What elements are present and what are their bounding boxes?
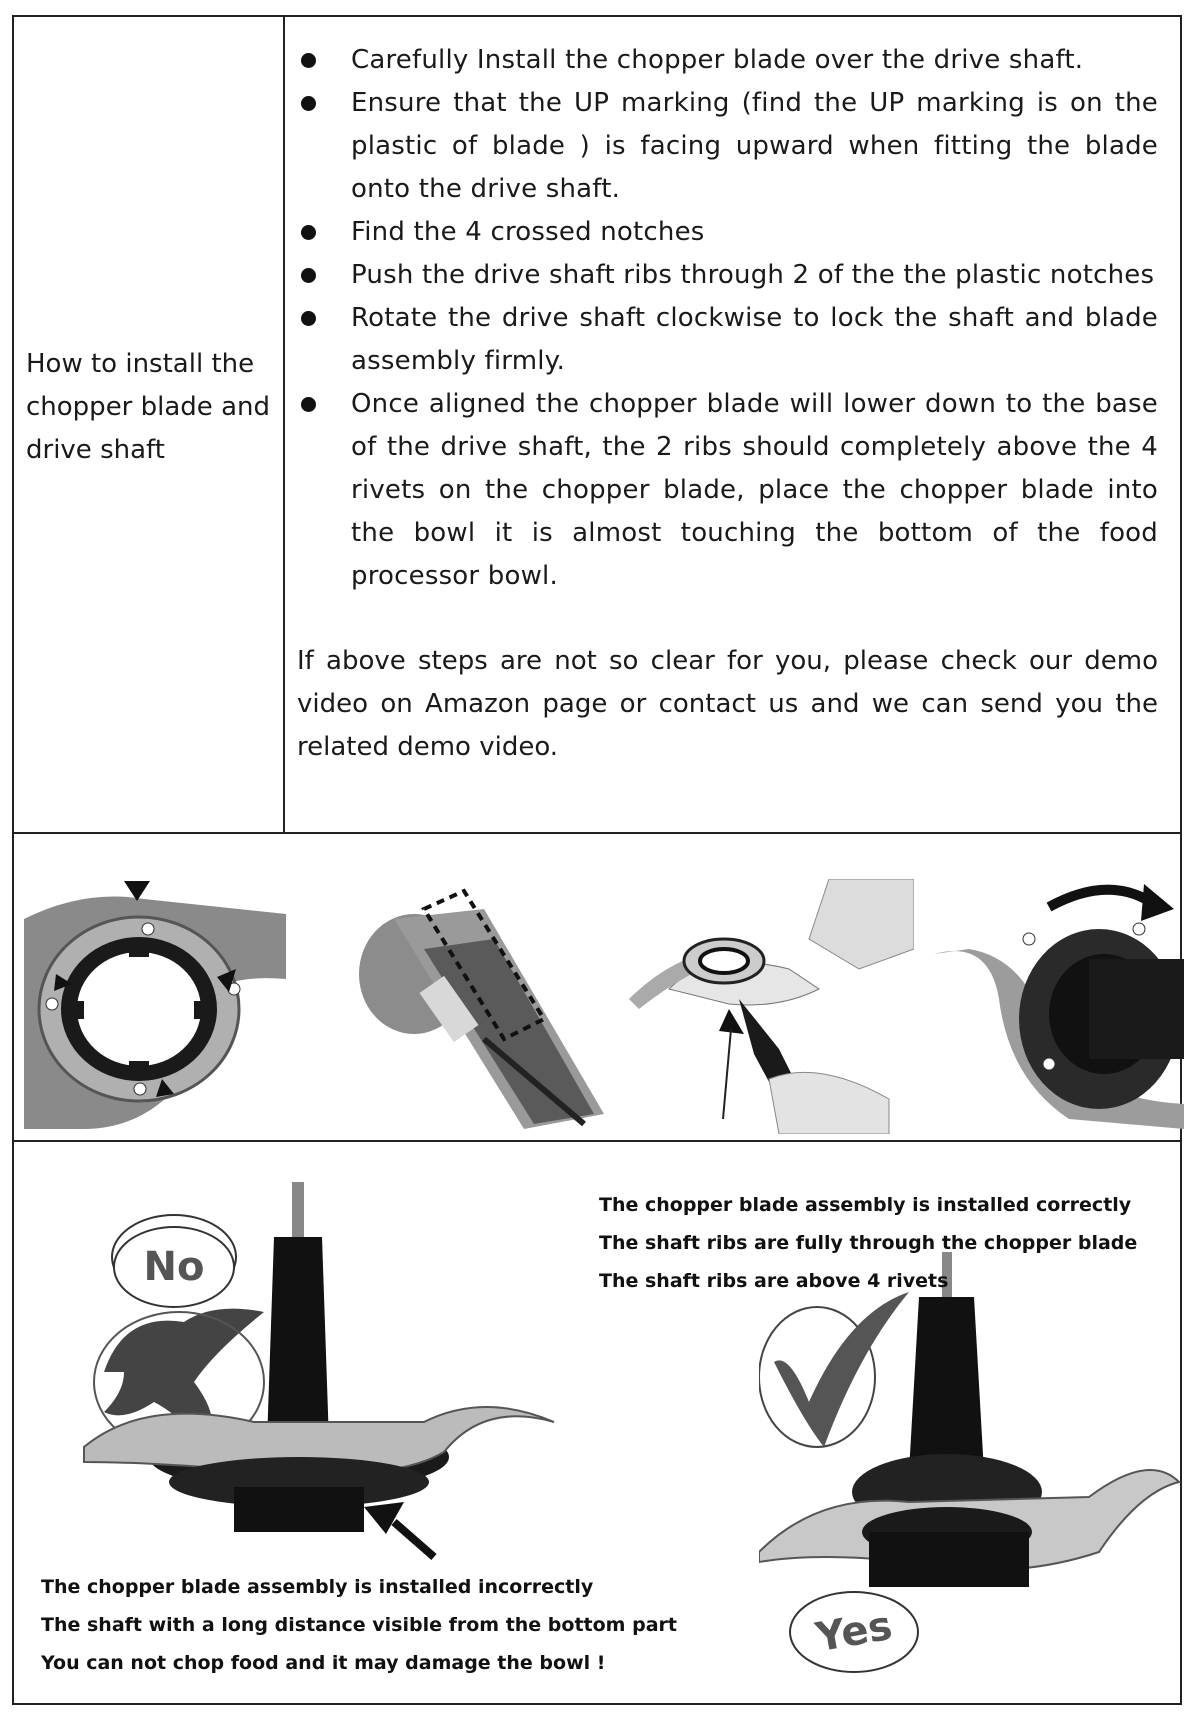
caption-line: The shaft ribs are fully through the chopper blade [599, 1232, 1138, 1254]
steps-cell [285, 39, 1170, 769]
yes-stamp [784, 1587, 924, 1677]
step-item [285, 82, 1170, 211]
rotate-assembly-photo [929, 879, 1184, 1134]
bullet-icon [301, 397, 316, 412]
step-item [285, 211, 1170, 254]
section-label: How to install the chopper blade and drive shaft [26, 349, 270, 465]
bullet-icon [301, 311, 316, 326]
photo-row [14, 834, 1180, 1142]
incorrect-caption [41, 1568, 677, 1682]
no-stamp [109, 1222, 239, 1312]
step-text: Push the drive shaft ribs through 2 of the the plastic notches [351, 260, 1155, 290]
bullet-icon [301, 268, 316, 283]
caption-line: The chopper blade assembly is installed correctly [599, 1194, 1132, 1216]
caption-line: The shaft with a long distance visible from the bottom part [41, 1614, 677, 1636]
caption-line: You can not chop food and it may damage the bowl ! [41, 1652, 606, 1674]
bullet-icon [301, 225, 316, 240]
label-cell [14, 17, 285, 832]
fitting-blade-photo [629, 879, 914, 1134]
step-text: Ensure that the UP marking (find the UP marking is on the plastic of blade ) is facing upward when fitting the blade onto the drive shaft. [351, 88, 1158, 204]
step-text: Once aligned the chopper blade will lower down to the base of the drive shaft, the 2 ribs should completely above the 4 rivets on the chopper blade, place the chopper blade into the bowl it is almost touching the bottom of the food processor bowl. [351, 389, 1158, 591]
step-text: Carefully Install the chopper blade over the drive shaft. [351, 45, 1084, 75]
steps-list [285, 39, 1170, 598]
step-text: Find the 4 crossed notches [351, 217, 705, 247]
instruction-sheet [12, 15, 1182, 1705]
correct-caption [599, 1186, 1137, 1300]
bullet-icon [301, 96, 316, 111]
step-item [285, 383, 1170, 598]
caption-line: The shaft ribs are above 4 rivets [599, 1270, 949, 1292]
step-item [285, 297, 1170, 383]
blade-notches-photo [24, 879, 286, 1134]
bullet-icon [301, 53, 316, 68]
step-text: Rotate the drive shaft clockwise to lock the shaft and blade assembly firmly. [351, 303, 1158, 376]
comparison-row [14, 1142, 1180, 1703]
help-note: If above steps are not so clear for you, please check our demo video on Amazon page or contact us and we can send you the related demo video. [297, 646, 1158, 762]
step-item [285, 39, 1170, 82]
step-item [285, 254, 1170, 297]
no-stamp-text: No [143, 1244, 205, 1290]
instruction-row [14, 17, 1180, 834]
drive-shaft-photo [354, 879, 609, 1134]
caption-line: The chopper blade assembly is installed incorrectly [41, 1576, 594, 1598]
yes-stamp-text: Yes [812, 1602, 896, 1662]
